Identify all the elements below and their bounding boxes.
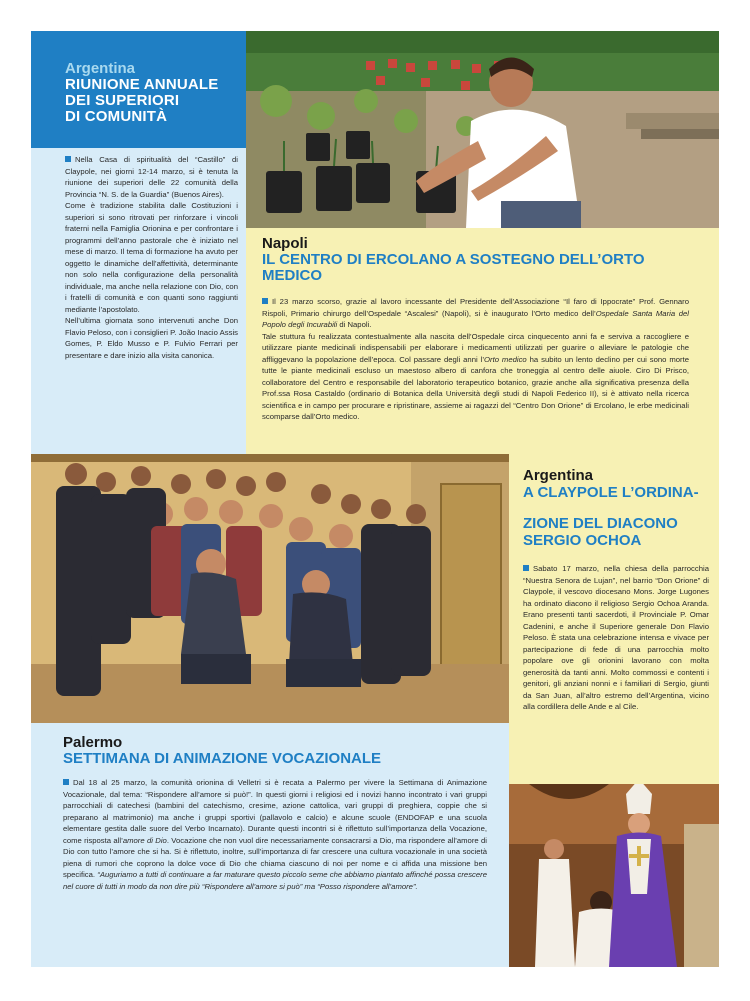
napoli-garden-photo	[246, 31, 719, 228]
square-bullet-icon	[523, 565, 529, 571]
argentina-ordination-paragraph: Sabato 17 marzo, nella chiesa della parrocchia “Nuestra Senora de Lujan”, nel barrio “Don Orione” di Claypole, il vescovo diocesano Mons. Jorge Lugones ha ordinato diacono il religioso Sergio Ochoa Aranda. Erano presenti tanti sacerdoti, il Provinciale P. Omar Cadenini, e anche il Superiore generale Don Flavio Peloso. È stata una celebrazione intensa e vivace per partecipazione di fede di una parrocchia molto popolare ove gli orionini lavorano con molta generosità da tanti anni. Molto commossi e contenti i genitori, gli anziani nonni e i familiari di Sergio, giunti da San Juan, all’altro estremo dell’Argentina, vicino alla cordillera delle Ande e al Cile.	[523, 564, 709, 711]
ordination-ceremony-photo	[509, 784, 719, 967]
argentina-reunion-header	[31, 31, 246, 148]
argentina-reunion-paragraph: Nell’ultima giornata sono intervenuti anche Don Flavio Peloso, con i consiglieri P. João Inacio Assis Gomes, P. Eldo Musso e P. Fulvio Ferrari per presentare e dare inizio alla visita canonica.	[65, 316, 238, 360]
argentina-reunion-place: Argentina	[65, 60, 136, 77]
napoli-article	[246, 228, 719, 454]
argentina-ordination-article	[509, 454, 719, 784]
napoli-place: Napoli	[262, 235, 308, 252]
square-bullet-icon	[65, 156, 71, 162]
square-bullet-icon	[262, 298, 268, 304]
napoli-title: IL CENTRO DI ERCOLANO A SOSTEGNO DELL’ORTO MEDICO	[262, 251, 645, 284]
argentina-ordination-title-line-2: ZIONE DEL DIACONO	[523, 515, 678, 532]
argentina-reunion-title-line-1: RIUNIONE ANNUALE	[65, 76, 219, 93]
palermo-place: Palermo	[63, 734, 123, 751]
palermo-article	[31, 723, 509, 967]
argentina-ordination-title-line-1: A CLAYPOLE L’ORDINA-	[523, 484, 699, 501]
argentina-reunion-paragraph: Come è tradizione stabilita dalle Costituzioni i superiori si sono ritrovati per rinforzare i vincoli fraterni nella Famiglia Orionina e per confrontare i programmi dell’anno pastorale che è iniziato nel mese di marzo. Il tema di formazione ha avuto per oggetto le dinamiche dell’affettività, determinante non solo nella configurazione della personalità individuale, ma anche nella relazione con Dio, con i fratelli di comunità e con quanti sono raggiunti mediante l’apostolato.	[65, 201, 238, 314]
argentina-ordination-title-line-3: SERGIO OCHOA	[523, 532, 642, 549]
palermo-group-photo	[31, 454, 509, 723]
argentina-reunion-paragraph: Nella Casa di spiritualità del “Castillo” di Claypole, nei giorni 12-14 marzo, si è tenuta la riunione dei superiori delle 22 comunità della Provincia “N. S. de la Guardia” (Buenos Aires).	[65, 155, 238, 199]
palermo-title: SETTIMANA DI ANIMAZIONE VOCAZIONALE	[63, 750, 382, 767]
square-bullet-icon	[63, 779, 69, 785]
argentina-reunion-title-line-2: DEI SUPERIORI	[65, 92, 180, 109]
palermo-paragraph: Dal 18 al 25 marzo, la comunità orionina di Velletri si è recata a Palermo per vivere la Settimana di Animazione Vocazionale, dal tema: “Rispondere all’amore si può!”. In questi giorni i religiosi ed i novizi hanno incontrato i vari gruppi parrocchiali di catechesi (bambini del catechismo, cresime, azione cattolica, vari gruppi di preghiera, coppie che si preparano al matrimonio) ma anche i gruppi sportivi (pallavolo e calcio) e alcune scuole (ENDOFAP e una scuola elementare gestita dalle suore del Verbo Incarnato). Durante questi incontri si è riflettuto sull’importanza della Vocazione, come risposta all’amore di Dio. Vocazione che non vuol dire necessariamente consacrarsi a Dio, ma rispondere all’amore di Dio con tutto l’amore che si ha. Si è riflettuto, inoltre, sull’importanza di far crescere una cultura vocazionale in una società piena di rumori che coprono la dolce voce di Dio che chiama ciascuno di noi per nome e ci affida una missione ben specifica. “Auguriamo a tutti di continuare a far maturare questo piccolo seme che abbiamo piantato affinché possa crescere nel cuore di tutti in modo da non dire più “Rispondere all’amore si può” ma “Posso rispondere all’amore”.	[63, 778, 487, 891]
argentina-reunion-article	[31, 148, 246, 454]
napoli-paragraph: Tale stuttura fu realizzata contestualmente alla nascita dell’Ospedale circa cinquecento anni fa e serviva a raccogliere e utilizzare piante medicinali indispensabili per elaborare i medicamenti utilizzati per guarire o alleviare le patologie che affliggevano la popolazione dell’epoca. Col passare degli anni l’Orto medico ha subito un lento declino per cui sono morte tutte le piante medicinali escluso un maestoso albero di canfora che troneggia al centro delle aiuole. Ciro Di Prisco, collaboratore del Centro e responsabile del laboratorio terapeutico botanico, grazie anche alla significativa presenza della Prof.ssa Rosa Castaldo (ordinario di Botanica della Università degli studi di Napoli Federico II), si è attivato nella ricerca scientifica e in campo per procurare e ripristinare, assieme ai ragazzi del “Centro Don Orione” di Ercolano, le erbe medicinali scomparse dall’Orto medico.	[262, 331, 689, 421]
napoli-paragraph: Il 23 marzo scorso, grazie al lavoro incessante del Presidente dell’Associazione “Il faro di Ippocrate” Prof. Gennaro Rispoli, Primario chirurgo dell’Ospedale “Ascalesi” (Napoli), si è inaugurato l’Orto medico dell’Ospedale Santa Maria del Popolo degli Incurabili di Napoli.	[262, 297, 690, 329]
argentina-reunion-title-line-3: DI COMUNITÀ	[65, 108, 168, 125]
argentina-ordination-place: Argentina	[523, 467, 594, 484]
